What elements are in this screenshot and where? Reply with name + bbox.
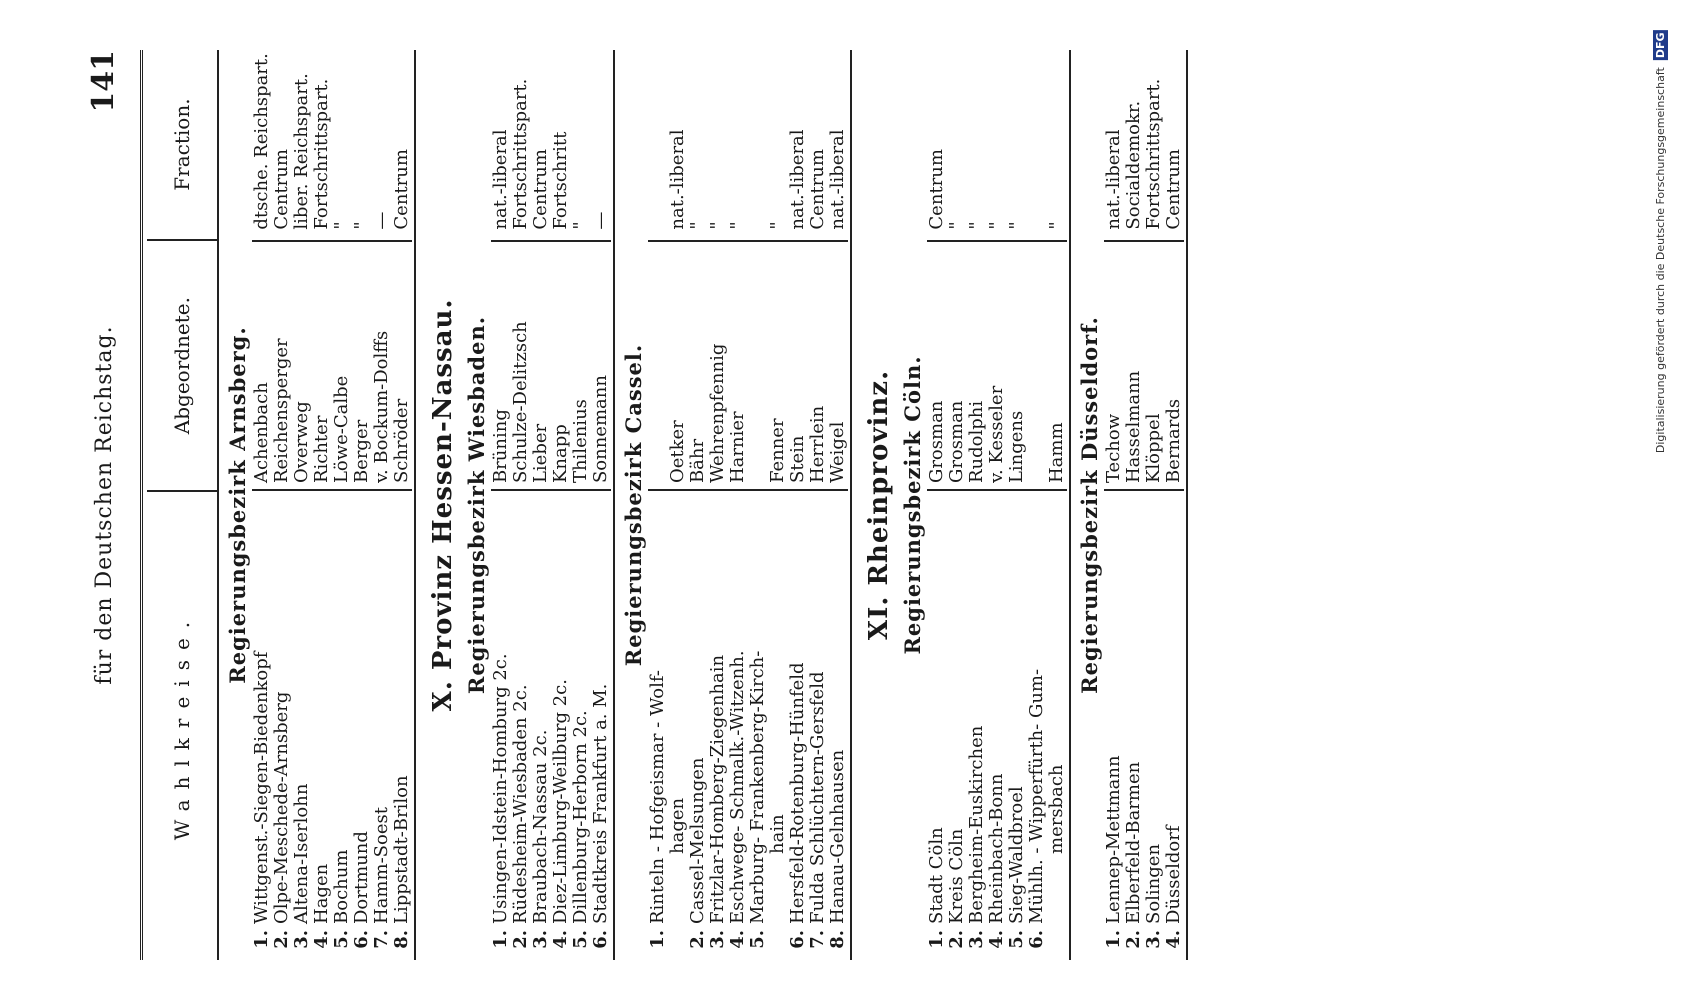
table-header: [147, 50, 219, 960]
fraction-name: Fortschrittspart.: [311, 78, 332, 230]
abgeordneter-name: Berger: [351, 419, 372, 484]
fraction-name: liber. Reichspart.: [291, 73, 312, 230]
fraction-name: ": [1006, 221, 1027, 230]
region-heading: Regierungsbezirk Cöln.: [900, 355, 925, 655]
wahlkreis-row: [1144, 491, 1164, 960]
row-number: 7.: [371, 930, 392, 949]
wahlkreis-name: Hersfeld-Rotenburg-Hünfeld: [787, 662, 808, 924]
row-number: [768, 924, 788, 960]
wahlkreis-row: [728, 491, 748, 960]
header-fraction: Fraction.: [170, 98, 194, 191]
wahlkreis-column: [927, 489, 1067, 960]
fraction-name: [748, 50, 768, 230]
wahlkreis-name: hagen: [667, 797, 688, 854]
abgeordneter-name: Fenner: [767, 418, 788, 484]
wahlkreis-name: Rüdesheim-Wiesbaden 2c.: [510, 684, 531, 924]
row-number: 8.: [391, 930, 412, 949]
wahlkreis-name: Bergheim-Euskirchen: [966, 725, 987, 924]
wahlkreis-row: [688, 491, 708, 960]
fraction-column: [648, 50, 848, 240]
wahlkreis-name: Usingen-Idstein-Homburg 2c.: [490, 653, 511, 924]
row-number: 7.: [807, 930, 828, 949]
wahlkreis-name: Düsseldorf: [1163, 825, 1184, 924]
wahlkreis-row: [531, 491, 551, 960]
wahlkreis-row: [1124, 491, 1144, 960]
region-heading: Regierungsbezirk Arnsberg.: [225, 326, 250, 684]
wahlkreis-row: [372, 491, 392, 960]
row-number: 6.: [590, 930, 611, 949]
abgeordneter-name: Schulze-Delitzsch: [510, 321, 531, 484]
fraction-name: Centrum: [530, 149, 551, 230]
row-number: 3.: [966, 930, 987, 949]
fraction-name: ": [331, 221, 352, 230]
abgeordneter-name: Wehrenpfennig: [707, 343, 728, 484]
abgeordnete-column: [491, 240, 611, 489]
dfg-logo: DFG: [1654, 32, 1667, 58]
row-number: 2.: [1123, 930, 1144, 949]
fraction-name: Centrum: [1163, 149, 1184, 230]
abgeordneter-name: Thilenius: [570, 399, 591, 484]
wahlkreis-name: Lippstadt-Brilon: [391, 775, 412, 924]
wahlkreis-row: [252, 491, 272, 960]
election-table: [140, 50, 1188, 960]
abgeordneter-name: Klöppel: [1143, 413, 1164, 484]
abgeordneter-name: Grosman: [926, 400, 947, 484]
regions-container: [219, 50, 1188, 960]
abgeordneter-name: Brüning: [490, 409, 511, 484]
wahlkreis-row: [591, 491, 611, 960]
abgeordnete-column: [648, 240, 848, 489]
wahlkreis-name: Mühlh. - Wipperfürth- Gum-: [1026, 668, 1047, 924]
row-number: 6.: [787, 930, 808, 949]
abgeordneter-name: Sonnemann: [590, 375, 611, 484]
row-number: 6.: [351, 930, 372, 949]
fraction-name: Centrum: [391, 149, 412, 230]
wahlkreis-row: [551, 491, 571, 960]
row-number: 5.: [570, 930, 591, 949]
wahlkreis-row: [352, 491, 372, 960]
fraction-name: ": [966, 221, 987, 230]
row-number: 1.: [251, 930, 272, 949]
wahlkreis-name: Wittgenst.-Siegen-Biedenkopf: [251, 651, 272, 924]
fraction-name: Socialdemokr.: [1123, 100, 1144, 230]
wahlkreis-name: Dortmund: [351, 831, 372, 924]
page-number: 141: [86, 50, 121, 113]
row-number: 8.: [827, 930, 848, 949]
wahlkreis-name: Solingen: [1143, 843, 1164, 924]
region-block: [1071, 50, 1188, 960]
wahlkreis-row: [708, 491, 728, 960]
top-double-rule: [140, 50, 143, 960]
wahlkreis-row: [392, 491, 412, 960]
abgeordneter-name: v. Kesseler: [986, 385, 1007, 484]
fraction-name: nat.-liberal: [787, 129, 808, 230]
wahlkreis-row: [828, 491, 848, 960]
fraction-name: ": [1046, 221, 1067, 230]
row-number: 2.: [687, 930, 708, 949]
wahlkreis-name: Marburg- Frankenberg-Kirch-: [747, 650, 768, 924]
row-number: 4.: [1163, 930, 1184, 949]
row-number: 4.: [311, 930, 332, 949]
fraction-name: Fortschrittspart.: [1143, 78, 1164, 230]
fraction-name: ": [767, 221, 788, 230]
province-heading: XI. Rheinprovinz.: [864, 369, 894, 641]
abgeordneter-name: v. Bockum-Dolffs: [371, 330, 392, 484]
running-head: [86, 50, 132, 960]
wahlkreis-name: Diez-Limburg-Weilburg 2c.: [550, 679, 571, 924]
wahlkreis-name: Stadt Cöln: [926, 827, 947, 924]
fraction-name: dtsche. Reichspart.: [251, 53, 272, 230]
region-heading: Regierungsbezirk Cassel.: [621, 343, 646, 667]
row-number: 5.: [1006, 930, 1027, 949]
abgeordneter-name: Weigel: [827, 421, 848, 484]
fraction-column: [1104, 50, 1184, 240]
abgeordneter-name: Rudolphi: [966, 400, 987, 484]
wahlkreis-row: [768, 491, 788, 960]
wahlkreis-column: [1104, 489, 1184, 960]
fraction-name: ": [570, 221, 591, 230]
region-heading: Regierungsbezirk Wiesbaden.: [464, 315, 489, 695]
abgeordneter-name: Achenbach: [251, 382, 272, 484]
abgeordneter-name: [1027, 242, 1047, 483]
wahlkreis-name: Elberfeld-Barmen: [1123, 761, 1144, 924]
abgeordneter-name: [748, 242, 768, 483]
wahlkreis-name: Hanau-Gelnhausen: [827, 749, 848, 924]
wahlkreis-row: [1047, 491, 1067, 960]
wahlkreis-row: [808, 491, 828, 960]
wahlkreis-row: [1164, 491, 1184, 960]
row-number: 1.: [490, 930, 511, 949]
fraction-name: Centrum: [926, 149, 947, 230]
wahlkreis-row: [332, 491, 352, 960]
wahlkreis-name: hain: [767, 814, 788, 854]
wahlkreis-row: [1007, 491, 1027, 960]
wahlkreis-row: [668, 491, 688, 960]
fraction-column: [252, 50, 412, 240]
abgeordneter-name: Herrlein: [807, 405, 828, 484]
wahlkreis-row: [272, 491, 292, 960]
abgeordneter-name: Schröder: [391, 398, 412, 484]
fraction-name: —: [371, 211, 392, 230]
wahlkreis-row: [511, 491, 531, 960]
row-number: 4.: [727, 930, 748, 949]
wahlkreis-column: [491, 489, 611, 960]
row-number: 1.: [1103, 930, 1124, 949]
header-wahlkreise: Wahlkreise.: [147, 490, 217, 960]
abgeordneter-name: Richter: [311, 415, 332, 484]
wahlkreis-name: Fritzlar-Homberg-Ziegenhain: [707, 654, 728, 924]
wahlkreis-name: Kreis Cöln: [946, 828, 967, 924]
province-heading: X. Provinz Hessen-Nassau.: [428, 298, 458, 712]
abgeordneter-name: Lingens: [1006, 410, 1027, 484]
wahlkreis-column: [252, 489, 412, 960]
wahlkreis-name: Cassel-Melsungen: [687, 757, 708, 924]
region-rows: [927, 50, 1067, 960]
abgeordneter-name: [648, 242, 668, 483]
abgeordnete-column: [252, 240, 412, 489]
credit-text: Digitalisierung gefördert durch die Deutsche Forschungsgemeinschaft: [1654, 67, 1667, 454]
region-heading: Regierungsbezirk Düsseldorf.: [1077, 316, 1102, 694]
wahlkreis-row: [788, 491, 808, 960]
region-separator: [1186, 50, 1188, 960]
row-number: 3.: [1143, 930, 1164, 949]
wahlkreis-name: Altena-Iserlohn: [291, 783, 312, 924]
row-number: 2.: [946, 930, 967, 949]
fraction-column: [927, 50, 1067, 240]
abgeordneter-name: Löwe-Calbe: [331, 375, 352, 484]
row-number: 2.: [510, 930, 531, 949]
fraction-name: ": [687, 221, 708, 230]
wahlkreis-row: [312, 491, 332, 960]
wahlkreis-name: Eschwege- Schmalk.-Witzenh.: [727, 650, 748, 924]
row-number: 4.: [550, 930, 571, 949]
abgeordneter-name: Overweg: [291, 401, 312, 484]
abgeordneter-name: Hamm: [1046, 422, 1067, 484]
wahlkreis-row: [748, 491, 768, 960]
region-rows: [252, 50, 412, 960]
running-title: für den Deutschen Reichstag.: [92, 325, 117, 685]
wahlkreis-row: [648, 491, 668, 960]
wahlkreis-row: [987, 491, 1007, 960]
fraction-name: ": [727, 221, 748, 230]
wahlkreis-name: Rheinbach-Bonn: [986, 773, 1007, 924]
digitization-credit: [1653, 30, 1668, 453]
wahlkreis-name: Rinteln - Hofgeismar - Wolf-: [647, 670, 668, 924]
abgeordneter-name: Bernards: [1163, 398, 1184, 484]
wahlkreis-name: Sieg-Waldbroel: [1006, 786, 1027, 924]
wahlkreis-row: [571, 491, 591, 960]
row-number: 3.: [291, 930, 312, 949]
abgeordnete-column: [1104, 240, 1184, 489]
fraction-name: —: [590, 211, 611, 230]
fraction-name: Fortschrittspart.: [510, 78, 531, 230]
row-number: 4.: [986, 930, 1007, 949]
row-number: 2.: [271, 930, 292, 949]
wahlkreis-row: [1104, 491, 1124, 960]
abgeordneter-name: Stein: [787, 435, 808, 484]
region-block: [852, 50, 1071, 960]
fraction-column: [491, 50, 611, 240]
row-number: [1047, 924, 1067, 960]
row-number: 6.: [1026, 930, 1047, 949]
wahlkreis-row: [967, 491, 987, 960]
abgeordneter-name: Oetker: [667, 420, 688, 484]
row-number: 3.: [530, 930, 551, 949]
abgeordneter-name: Hasselmann: [1123, 370, 1144, 484]
fraction-name: Fortschritt: [550, 131, 571, 230]
wahlkreis-name: Dillenburg-Herborn 2c.: [570, 710, 591, 924]
wahlkreis-name: Braubach-Nassau 2c.: [530, 729, 551, 924]
abgeordneter-name: Bähr: [687, 438, 708, 484]
region-rows: [1104, 50, 1184, 960]
fraction-name: ": [351, 221, 372, 230]
wahlkreis-name: Lennep-Mettmann: [1103, 755, 1124, 924]
fraction-name: ": [986, 221, 1007, 230]
fraction-name: nat.-liberal: [490, 129, 511, 230]
row-number: 3.: [707, 930, 728, 949]
wahlkreis-name: Stadtkreis Frankfurt a. M.: [590, 683, 611, 924]
wahlkreis-row: [491, 491, 511, 960]
wahlkreis-name: mersbach: [1046, 764, 1067, 854]
fraction-name: ": [946, 221, 967, 230]
wahlkreis-name: Bochum: [331, 849, 352, 924]
header-abgeordnete: Abgeordnete.: [147, 239, 217, 490]
region-block: [219, 50, 416, 960]
abgeordneter-name: Knapp: [550, 424, 571, 484]
fraction-name: Centrum: [807, 149, 828, 230]
wahlkreis-name: Hamm-Soest: [371, 807, 392, 924]
wahlkreis-row: [1027, 491, 1047, 960]
region-rows: [648, 50, 848, 960]
region-block: [615, 50, 852, 960]
wahlkreis-name: Olpe-Meschede-Arnsberg: [271, 691, 292, 924]
wahlkreis-row: [947, 491, 967, 960]
abgeordneter-name: Lieber: [530, 423, 551, 484]
row-number: 1.: [647, 930, 668, 949]
region-rows: [491, 50, 611, 960]
wahlkreis-column: [648, 489, 848, 960]
wahlkreis-row: [292, 491, 312, 960]
fraction-name: nat.-liberal: [667, 129, 688, 230]
wahlkreis-name: Hagen: [311, 863, 332, 924]
fraction-name: [1027, 50, 1047, 230]
fraction-name: [648, 50, 668, 230]
wahlkreis-row: [927, 491, 947, 960]
abgeordneter-name: Techow: [1103, 413, 1124, 484]
abgeordneter-name: Grosman: [946, 400, 967, 484]
fraction-name: nat.-liberal: [1103, 129, 1124, 230]
row-number: 1.: [926, 930, 947, 949]
abgeordneter-name: Harnier: [727, 411, 748, 484]
fraction-name: nat.-liberal: [827, 129, 848, 230]
fraction-name: Centrum: [271, 149, 292, 230]
fraction-name: ": [707, 221, 728, 230]
row-number: [668, 924, 688, 960]
region-block: [416, 50, 615, 960]
abgeordnete-column: [927, 240, 1067, 489]
abgeordneter-name: Reichensperger: [271, 338, 292, 484]
row-number: 5.: [747, 930, 768, 949]
row-number: 5.: [331, 930, 352, 949]
wahlkreis-name: Fulda Schlüchtern-Gersfeld: [807, 671, 828, 924]
